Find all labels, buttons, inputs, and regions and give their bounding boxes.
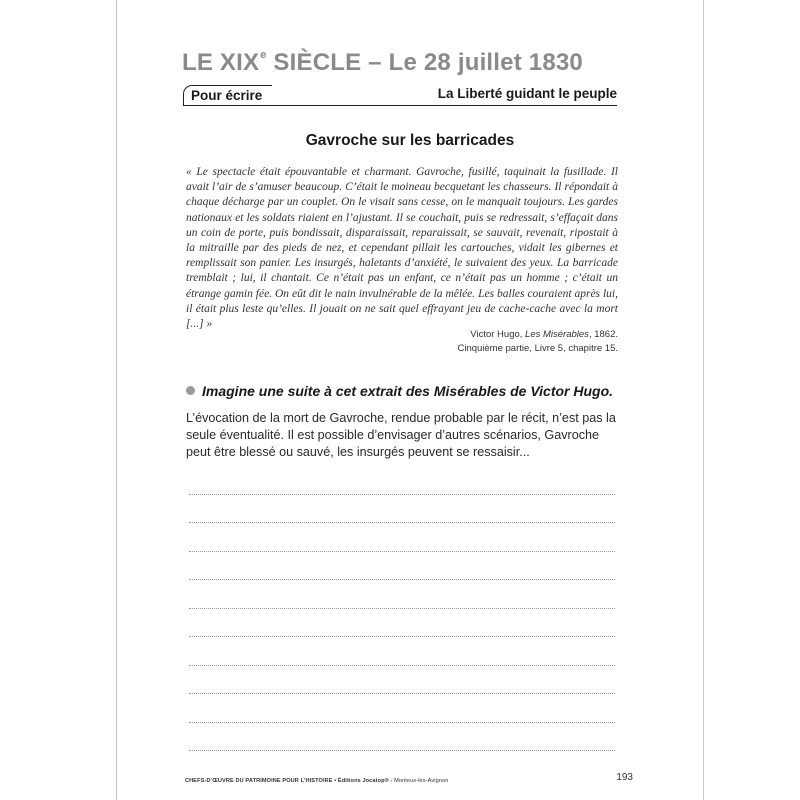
footer-publisher: CHEFS-D’ŒUVRE DU PATRIMOINE POUR L’HISTOIRE • Éditions Jocatop® - (185, 778, 395, 784)
bullet-icon (186, 386, 195, 395)
title-main: LE XIX (182, 49, 260, 76)
writing-area[interactable] (189, 466, 615, 751)
section-heading: Gavroche sur les barricades (305, 132, 515, 149)
title-superscript: e (260, 49, 267, 61)
quote-source (457, 328, 618, 356)
source-reference: Cinquième partie, Livre 5, chapitre 15. (457, 343, 618, 354)
task-heading (186, 383, 613, 399)
subheader-bar (183, 85, 617, 106)
writing-line[interactable] (189, 580, 615, 609)
writing-line[interactable] (189, 666, 615, 695)
worksheet-page (116, 0, 704, 800)
task-intro: L’évocation de la mort de Gavroche, rendue probable par le récit, n’est pas la seule éventualité. Il est possible d’envisager d’autres scénarios, Gavroche peut être blessé ou sauvé, les insurgés peuvent se ressaisir... (186, 411, 616, 459)
title-after: SIÈCLE – Le 28 juillet 1830 (266, 49, 583, 76)
footer-location: Monteux-lès-Avignon (394, 778, 449, 784)
writing-line[interactable] (189, 495, 615, 524)
footer-credit (185, 778, 448, 784)
writing-line[interactable] (189, 694, 615, 723)
writing-line[interactable] (189, 466, 615, 495)
quote-text: « Le spectacle était épouvantable et charmant. Gavroche, fusillé, taquinait la fusillade. Il avait l’air de s’amuser beaucoup. C’était le moineau becquetant les chasseurs. Il répondait à chaque décharge par un couplet. On le visait sans cesse, on le manquait toujours. Les gardes nationaux et les soldats riaient en l’ajustant. Il se couchait, puis se redressait, s’effaçait dans un coin de porte, puis bondissait, disparaissait, reparaissait, se sauvait, revenait, ripostait à la mitraille par des pieds de nez, et cependant pillait les cartouches, vidait les gibernes et remplissait son panier. Les insurgés, haletants d’anxiété, le suivaient des yeux. La barricade tremblait ; lui, il chantait. Ce n’était pas un enfant, ce n’était pas un homme ; c’était un étrange gamin fée. On eût dit le nain invulnérable de la mêlée. Les balles couraient après lui, il était plus leste qu’elles. Il jouait on ne sait quel effrayant jeu de cache-cache avec la mort [...] » (186, 166, 618, 331)
source-year: , 1862. (588, 329, 618, 340)
page-title (182, 49, 583, 77)
page-number: 193 (616, 772, 633, 783)
source-author: Victor Hugo, (470, 329, 526, 340)
writing-line[interactable] (189, 609, 615, 638)
writing-line[interactable] (189, 723, 615, 752)
task-text: Imagine une suite à cet extrait des Misérables de Victor Hugo. (202, 383, 614, 399)
section-tag: Pour écrire (183, 85, 272, 105)
subheader-title: La Liberté guidant le peuple (437, 86, 617, 101)
source-work: Les Misérables (525, 329, 589, 340)
source-citation (457, 328, 618, 342)
writing-line[interactable] (189, 552, 615, 581)
writing-line[interactable] (189, 637, 615, 666)
writing-line[interactable] (189, 523, 615, 552)
